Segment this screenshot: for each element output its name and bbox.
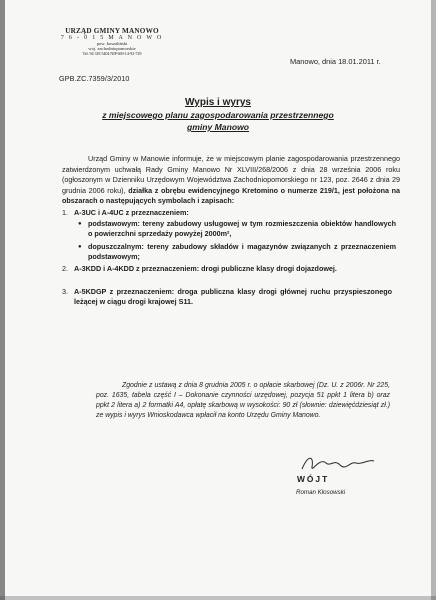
list-number: 1. — [62, 208, 68, 217]
stamp-line-2: 7 6 - 0 1 5 M A N O W O — [60, 35, 164, 41]
document-subtitle-2: gminy Manowo — [186, 122, 250, 132]
intro-text: Urząd Gminy w Manowie informuje, że w miejscowym planie zagospodarowania przestrzennego zatwierdzonym uchwałą Rady Gminy Manowo Nr XLVIII/268/2006 z dnia 28 września 2006 roku (ogłoszonym w Dzienniku Urzędowym Województwa Zachodniopomorskiego nr 123, poz. 2646 z dnia 29 grudnia 2006 roku), — [62, 154, 400, 195]
document-title: Wypis i wyrys — [185, 97, 251, 108]
bullet-icon: ● — [78, 244, 82, 250]
stamp-line-4: woj. zachodniopomorskie — [88, 46, 136, 51]
document-date: Manowo, dnia 18.01.2011 r. — [290, 57, 381, 66]
reference-number: GPB.ZC.7359/3/2010 — [59, 74, 130, 83]
list-bullet-text: podstawowym: tereny zabudowy usługowej w tym rozmieszczenia obiektów handlowych o powierzchni sprzedaży powyżej 2000m², — [88, 219, 396, 238]
list-item-head: A-3KDD i A-4KDD z przeznaczeniem: drogi publiczne klasy drogi dojazdowej. — [74, 264, 337, 273]
bullet-icon: ● — [78, 221, 82, 227]
signatory-title: WÓJT — [297, 474, 330, 484]
signatory-name: Roman Kłosowski — [296, 489, 346, 496]
document-subtitle-1: z miejscowego planu zagospodarowania przestrzennego — [102, 110, 334, 120]
stamp-line-3: pow. koszaliński — [96, 41, 128, 46]
list-number: 3. — [62, 287, 68, 296]
list-number: 2. — [62, 264, 68, 273]
stamp-line-1: URZĄD GMINY MANOWO — [65, 27, 159, 35]
fee-note: Zgodnie z ustawą z dnia 8 grudnia 2005 r. o opłacie skarbowej (Dz. U. z 2006r. Nr 225, poz. 1635, tabela część I – Dokonanie czynności urzędowej, pozycja 51 ppkt 1 litera b) oraz ppkt 2 litera a) 2 formatki A4, opłatę skarbową w wysokości: 90 zł (słownie: dziewięćdziesiąt zł.) ze wypis i wyrys Wnioskodawca wpłacił na konto Urzędu Gminy Manowo. — [96, 382, 390, 419]
list-item-head: A-3UC i A-4UC z przeznaczeniem: — [74, 208, 189, 217]
list-item-head: A-5KDGP z przeznaczeniem: droga publiczna klasy drogi głównej ruchu przyspieszonego leżącej w ciągu drogi krajowej S11. — [74, 287, 392, 306]
intro-parcel-text: działka z obrębu ewidencyjnego Kretomino o numerze 219/1, jest położona na obszarach o następujących symbolach i zapisach: — [62, 185, 400, 206]
stamp-line-5: Tel. 94 318 5404 NIP 669-14-92-729 — [82, 51, 142, 56]
list-bullet-text: dopuszczalnym: tereny zabudowy składów i magazynów związanych z przeznaczeniem podstawowym; — [88, 242, 396, 261]
